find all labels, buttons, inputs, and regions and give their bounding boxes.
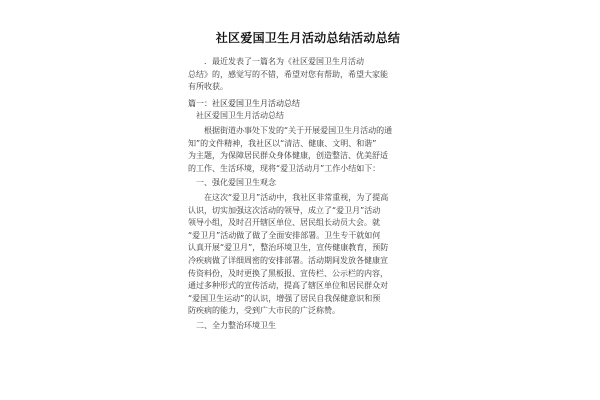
paragraph-line: 认识，切实加强这次活动的领导，成立了“爱卫月”活动 [188,205,381,215]
paragraph-line: 冷疾病做了详细周密的安排部署。活动期间发放各健康宣 [188,255,388,265]
paragraph-line: 通过多种形式的宣传活动，提高了辖区单位和居民群众对 [188,281,388,291]
paragraph-line: 防疾病的能力，受到广大市民的广泛称赞。 [188,306,340,316]
paragraph-notice [188,125,428,175]
paragraph-line: 的工作、生活环境，现将“爱卫活动月”工作小结如下： [188,163,381,173]
paragraph-line: 知”的文件精神，我社区以“清洁、健康、文明、和谐” [188,138,377,148]
paragraph-line: 传资料份，及时更换了黑板报、宣传栏、公示栏的内容， [188,268,388,278]
paragraph-line: 领导小组，及时召开辖区单位、居民组长动员大会。就 [188,218,380,228]
paragraph-line: 认真开展“爱卫月”，整治环境卫生，宣传健康教育，预防 [188,243,389,253]
paragraph-line: 为主题，为保障居民群众身体健康，创造整洁、优美舒适 [188,151,388,161]
intro-line: ．最近发表了一篇名为《社区爱国卫生月活动 [204,57,364,66]
paragraph-line: “爱国卫生运动”的认识，增强了居民自我保健意识和预 [188,293,381,303]
intro-paragraph [188,56,428,94]
heading-two: 二、全力整治环境卫生 [196,320,276,330]
paragraph-line: “爱卫月”活动做了做了全面安排部署。卫生专干就如何 [188,230,381,240]
document-body [188,30,428,332]
paragraph-line: 在这次“爱卫月”活动中，我社区非常重视，为了提高 [204,192,389,202]
section-heading: 篇一：社区爱国卫生月活动总结 [188,98,300,108]
heading-one: 一、强化爱国卫生观念 [196,178,276,188]
document-title: 社区爱国卫生月活动总结活动总结 [215,31,401,45]
paragraph-line: 根据街道办事处下发的“关于开展爱国卫生月活动的通 [204,125,393,135]
section-subtitle: 社区爱国卫生月活动总结 [196,111,284,121]
paragraph-awareness [188,192,428,318]
intro-line: 有所收获。 [188,82,228,92]
intro-line: 总结》的，感觉写的不错，希望对您有帮助，希望大家能 [188,69,388,79]
